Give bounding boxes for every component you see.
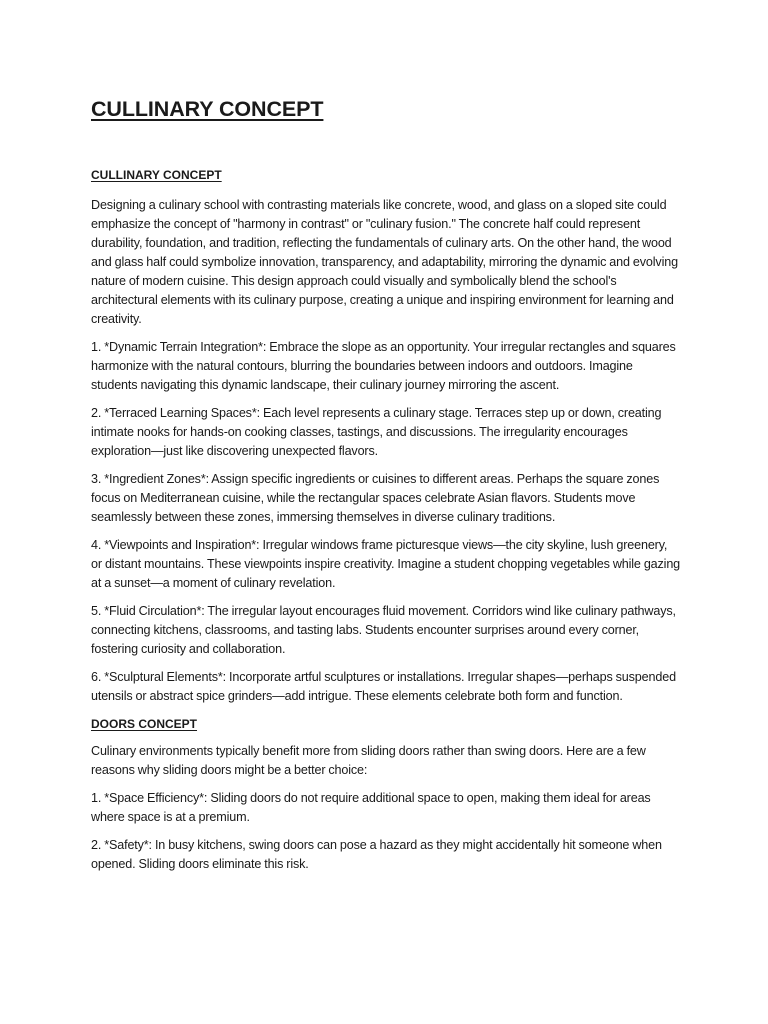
document-title: CULLINARY CONCEPT <box>91 97 324 121</box>
culinary-item-2: 2. *Terraced Learning Spaces*: Each level represents a culinary stage. Terraces step up or down, creating intimate nooks for hands-on cooking classes, tastings, and discussions. The irregularity encourages exploration—just like discovering unexpected flavors. <box>91 406 662 458</box>
culinary-item-1: 1. *Dynamic Terrain Integration*: Embrace the slope as an opportunity. Your irregular rectangles and squares harmonize with the natural contours, blurring the boundaries between indoors and outdoors. Imagine students navigating this dynamic landscape, their culinary journey mirroring the ascent. <box>91 340 676 392</box>
section-heading-culinary-concept: CULLINARY CONCEPT <box>91 168 222 182</box>
culinary-intro-paragraph: Designing a culinary school with contrasting materials like concrete, wood, and glass on a sloped site could emphasize the concept of "harmony in contrast" or "culinary fusion." The concrete half could represent durability, foundation, and tradition, reflecting the fundamentals of culinary arts. On the other hand, the wood and glass half could symbolize innovation, transparency, and adaptability, mirroring the dynamic and evolving nature of modern cuisine. This design approach could visually and symbolically blend the school's architectural elements with its culinary purpose, creating a unique and inspiring environment for learning and creativity. <box>91 198 678 326</box>
culinary-item-3: 3. *Ingredient Zones*: Assign specific ingredients or cuisines to different areas. Perhaps the square zones focus on Mediterranean cuisine, while the rectangular spaces celebrate Asian flavors. Students move seamlessly between these zones, immersing themselves in diverse culinary traditions. <box>91 472 660 524</box>
culinary-item-5: 5. *Fluid Circulation*: The irregular layout encourages fluid movement. Corridors wind like culinary pathways, connecting kitchens, classrooms, and tasting labs. Students encounter surprises around every corner, fostering curiosity and collaboration. <box>91 604 676 656</box>
doors-intro-paragraph: Culinary environments typically benefit more from sliding doors rather than swing doors. Here are a few reasons why sliding doors might be a better choice: <box>91 744 646 777</box>
doors-item-1: 1. *Space Efficiency*: Sliding doors do not require additional space to open, making them ideal for areas where space is at a premium. <box>91 791 651 824</box>
culinary-item-6: 6. *Sculptural Elements*: Incorporate artful sculptures or installations. Irregular shapes—perhaps suspended utensils or abstract spice grinders—add intrigue. These elements celebrate both form and function. <box>91 670 676 703</box>
doors-item-2: 2. *Safety*: In busy kitchens, swing doors can pose a hazard as they might accidentally hit someone when opened. Sliding doors eliminate this risk. <box>91 838 662 871</box>
document-page <box>91 94 681 883</box>
culinary-item-4: 4. *Viewpoints and Inspiration*: Irregular windows frame picturesque views—the city skyline, lush greenery, or distant mountains. These viewpoints inspire creativity. Imagine a student chopping vegetables while gazing at a sunset—a moment of culinary revelation. <box>91 538 681 590</box>
section-heading-doors-concept: DOORS CONCEPT <box>91 717 198 731</box>
